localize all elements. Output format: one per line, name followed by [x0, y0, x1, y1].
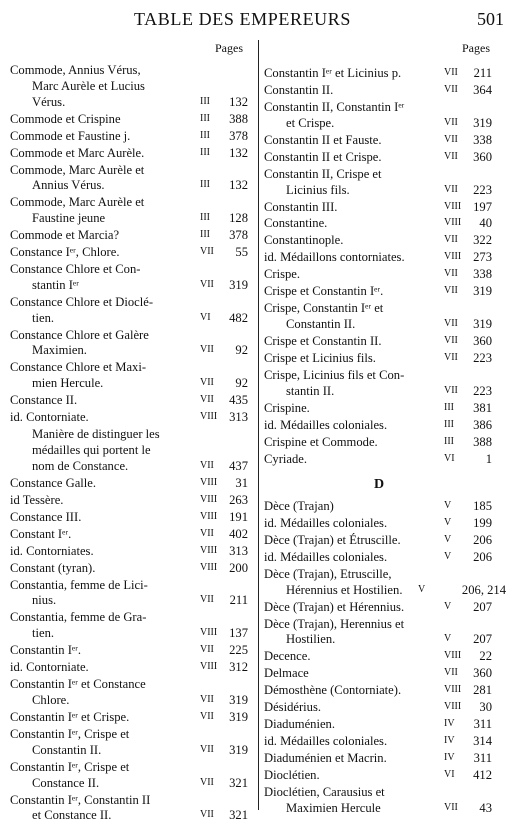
entry-volume: VII [444, 667, 458, 679]
entry-volume: VII [444, 67, 458, 78]
section-letter: D [374, 476, 385, 492]
entry-page: 31 [235, 475, 248, 490]
entry-line: Constantin II, Constantin Iᵉʳ [264, 99, 405, 114]
entry-page: 314 [473, 734, 492, 749]
index-entry [10, 427, 254, 474]
entry-page: 206 [473, 532, 492, 547]
entry-line: Hostilien. [286, 632, 336, 647]
left-entries [10, 63, 254, 825]
entry-page: 312 [229, 660, 248, 675]
entry-page: 211 [229, 593, 248, 608]
entry-line: Constantin Iᵉʳ et Crispe. [10, 709, 130, 724]
index-entry [264, 751, 508, 767]
entry-line: médailles qui portent le [32, 442, 151, 457]
index-entry [10, 610, 254, 642]
entry-line: Manière de distinguer les [32, 427, 160, 442]
entry-line: Crispe, Licinius fils et Con- [264, 368, 405, 383]
entry-page: 185 [473, 498, 492, 513]
entry-volume: VIII [200, 411, 218, 423]
entry-line: Constantin Iᵉʳ, Crispe et [10, 726, 130, 741]
entry-volume: VI [444, 452, 455, 464]
entry-line: Constantine. [264, 216, 328, 231]
entry-line: Constance Chlore et Maxi- [10, 360, 147, 375]
entry-volume: VIII [200, 561, 218, 573]
index-entry [10, 262, 254, 294]
entry-page: 55 [235, 245, 248, 260]
entry-line: Constantin Iᵉʳ et Licinius p. [264, 66, 402, 80]
index-entry [10, 677, 254, 709]
index-entry [264, 133, 508, 149]
entry-line: Decence. [264, 649, 311, 664]
column-divider [258, 40, 259, 810]
entry-line: Crispe et Constantin II. [264, 334, 382, 349]
right-entries [264, 66, 508, 818]
entry-line: id. Médailles coloniales. [264, 734, 388, 749]
entry-volume: VIII [444, 200, 462, 212]
entry-line: id. Médailles coloniales. [264, 417, 388, 432]
page-number: 501 [477, 9, 504, 29]
entry-line: tien. [32, 310, 55, 325]
entry-line: Marc Aurèle et Lucius [32, 78, 145, 93]
entry-line: Dèce (Trajan) [264, 498, 334, 513]
index-entry [264, 351, 508, 367]
entry-page: 132 [229, 178, 248, 193]
index-entry [10, 129, 254, 145]
entry-volume: IV [444, 735, 455, 747]
entry-volume: V [444, 516, 452, 528]
entry-line: Démosthène (Contorniate). [264, 683, 402, 698]
index-entry [264, 533, 508, 549]
entry-volume: VII [444, 335, 458, 347]
entry-volume: VI [444, 769, 455, 781]
index-entry [264, 600, 508, 616]
entry-page: 319 [229, 277, 248, 292]
entry-page: 263 [229, 492, 248, 507]
page-header [0, 9, 512, 31]
entry-volume: VIII [444, 251, 462, 263]
entry-page: 482 [229, 310, 248, 325]
entry-line: Constantinople. [264, 233, 344, 248]
index-entry [264, 150, 508, 166]
entry-volume: VII [444, 183, 458, 195]
entry-volume: VIII [444, 684, 462, 696]
entry-line: Constantin II et Fauste. [264, 132, 382, 147]
entry-page: 281 [473, 683, 492, 698]
entry-page: 360 [473, 334, 492, 349]
entry-page: 211 [473, 66, 492, 80]
index-entry [264, 368, 508, 400]
entry-volume: VII [200, 743, 214, 755]
entry-volume: VII [200, 594, 214, 606]
entry-line: Dèce (Trajan) et Hérennius. [264, 599, 405, 614]
entry-volume: III [200, 146, 210, 158]
entry-volume: VII [200, 459, 214, 471]
entry-page: 338 [473, 267, 492, 282]
entry-page: 199 [473, 515, 492, 530]
entry-line: Constant (tyran). [10, 560, 96, 575]
entry-volume: VII [444, 83, 458, 95]
entries-d [264, 499, 508, 817]
index-entry [10, 295, 254, 327]
entry-line: et Crispe. [286, 115, 335, 130]
entry-volume: V [444, 499, 452, 511]
entry-volume: VIII [444, 701, 462, 713]
entry-page: 200 [229, 560, 248, 575]
entry-line: Constance Galle. [10, 475, 97, 490]
entry-line: Constantin II. [32, 742, 102, 757]
entry-line: Diaduménien. [264, 717, 335, 732]
entry-page: 313 [229, 543, 248, 558]
index-entry [10, 760, 254, 792]
index-entry [264, 768, 508, 784]
index-entry [10, 544, 254, 560]
entry-volume: III [444, 435, 454, 447]
entry-line: Constance Iᵉʳ, Chlore. [10, 245, 120, 260]
index-entry [10, 643, 254, 659]
entry-line: Désidérius. [264, 700, 322, 715]
entry-line: Diaduménien et Macrin. [264, 751, 387, 766]
index-entry [264, 216, 508, 232]
entry-page: 360 [473, 149, 492, 164]
entries-c [264, 66, 508, 468]
entry-page: 30 [479, 700, 492, 715]
entry-line: Constantin II et Crispe. [264, 149, 382, 164]
index-entry [10, 476, 254, 492]
entry-line: Dioclétien, Carausius et [264, 785, 385, 800]
entry-volume: IV [444, 752, 455, 764]
entry-volume: VII [200, 809, 214, 821]
entry-volume: VIII [200, 661, 218, 673]
entry-line: id Tessère. [10, 492, 64, 507]
entry-volume: VII [200, 527, 214, 539]
entry-line: Hérennius et Hostilien. [286, 582, 403, 597]
entry-page: 338 [473, 132, 492, 147]
entry-volume: VII [444, 384, 458, 396]
index-entry [264, 666, 508, 682]
entry-page: 207 [473, 599, 492, 614]
index-entry [264, 301, 508, 333]
entry-line: Constance Chlore et Con- [10, 262, 141, 277]
index-entry [10, 146, 254, 162]
entry-line: Maximien Hercule [286, 801, 381, 816]
entry-line: Constantia, femme de Gra- [10, 610, 147, 625]
entry-volume: III [200, 112, 210, 124]
index-entry [264, 567, 508, 599]
entry-line: Constance II. [32, 775, 100, 790]
entry-page: 223 [473, 383, 492, 398]
entry-line: stantin II. [286, 383, 335, 398]
entry-volume: VII [200, 693, 214, 705]
entry-page: 43 [479, 801, 492, 816]
entry-page: 378 [229, 128, 248, 143]
entry-line: Constantin Iᵉʳ, Constantin II [10, 792, 151, 807]
entry-page: 378 [229, 228, 248, 243]
entry-page: 321 [229, 775, 248, 790]
entry-page: 319 [229, 742, 248, 757]
entry-line: Crispe, Constantin Iᵉʳ et [264, 301, 384, 316]
entry-line: Commode et Crispine [10, 111, 121, 126]
entry-page: 388 [473, 434, 492, 449]
entry-volume: III [200, 212, 210, 224]
index-entry [264, 334, 508, 350]
index-entry [264, 284, 508, 300]
entry-page: 319 [229, 709, 248, 724]
entry-page: 197 [473, 199, 492, 214]
entry-page: 206 [473, 549, 492, 564]
index-entry [10, 228, 254, 244]
section-heading-d [264, 469, 508, 499]
entry-page: 381 [473, 400, 492, 415]
index-entry [10, 195, 254, 227]
entry-page: 92 [235, 376, 248, 391]
entry-volume: III [200, 229, 210, 241]
entry-volume: VII [200, 394, 214, 406]
index-entry [10, 660, 254, 676]
entry-line: Commode et Marcia? [10, 228, 120, 243]
entry-line: id. Contorniate. [10, 660, 89, 675]
index-entry [264, 233, 508, 249]
entry-volume: VII [444, 133, 458, 145]
entry-page: 319 [229, 692, 248, 707]
index-entry [264, 683, 508, 699]
index-entry [264, 734, 508, 750]
entry-line: Dèce (Trajan), Herennius et [264, 616, 405, 631]
entry-line: Constantin Iᵉʳ et Constance [10, 677, 146, 692]
index-entry [264, 167, 508, 199]
entry-volume: VII [200, 344, 214, 356]
index-entry [10, 163, 254, 195]
entry-volume: III [200, 129, 210, 141]
entry-line: Constantin Iᵉʳ, Crispe et [10, 759, 130, 774]
entry-page: 319 [473, 284, 492, 299]
entry-line: id. Contorniate. [10, 410, 89, 425]
index-entry [10, 63, 254, 110]
entry-line: Faustine jeune [32, 211, 106, 226]
entry-page: 132 [229, 145, 248, 160]
entry-volume: VI [200, 311, 211, 323]
entry-page: 321 [229, 808, 248, 823]
index-entry [264, 550, 508, 566]
entry-volume: VII [444, 352, 458, 364]
index-entry [10, 727, 254, 759]
entry-volume: III [444, 418, 454, 430]
page-title: TABLE DES EMPEREURS [134, 9, 351, 29]
entry-line: Constantin Iᵉʳ. [10, 643, 82, 658]
entry-page: 137 [229, 626, 248, 641]
index-entry [264, 83, 508, 99]
index-entry [264, 66, 508, 82]
entry-page: 223 [473, 351, 492, 366]
entry-line: tien. [32, 626, 55, 641]
index-entry [264, 250, 508, 266]
entry-page: 412 [473, 768, 492, 783]
entry-volume: III [200, 95, 210, 107]
entry-line: Vérus. [32, 94, 66, 109]
entry-line: Crispe. [264, 267, 301, 282]
entry-line: Constance III. [10, 509, 82, 524]
entry-line: stantin Iᵉʳ [32, 277, 79, 292]
index-entry [10, 493, 254, 509]
entry-line: Crispine et Commode. [264, 434, 378, 449]
entry-page: 191 [229, 509, 248, 524]
entry-page: 22 [479, 649, 492, 664]
index-entry [264, 418, 508, 434]
entry-line: Constant Iᵉʳ. [10, 526, 72, 541]
index-entry [10, 710, 254, 726]
entry-line: Chlore. [32, 692, 70, 707]
entry-line: mien Hercule. [32, 376, 104, 391]
index-entry [10, 393, 254, 409]
entry-line: Dèce (Trajan), Etruscille, [264, 566, 392, 581]
entry-page: 40 [479, 216, 492, 231]
index-entry [264, 452, 508, 468]
entry-page: 322 [473, 233, 492, 248]
index-entry [10, 328, 254, 360]
entry-line: Delmace [264, 666, 309, 681]
index-entry [10, 793, 254, 825]
entry-line: Constantia, femme de Lici- [10, 577, 148, 592]
index-entry [10, 112, 254, 128]
entry-page: 132 [229, 94, 248, 109]
entry-volume: VIII [444, 217, 462, 229]
entry-line: Licinius fils. [286, 182, 350, 197]
index-entry [10, 527, 254, 543]
entry-page: 225 [229, 643, 248, 658]
entry-page: 313 [229, 410, 248, 425]
index-entry [264, 617, 508, 649]
entry-page: 273 [473, 250, 492, 265]
entry-page: 128 [229, 211, 248, 226]
entry-page: 388 [229, 111, 248, 126]
entry-page: 360 [473, 666, 492, 681]
entry-line: nius. [32, 593, 57, 608]
entry-line: Maximien. [32, 343, 87, 358]
entry-volume: VII [444, 268, 458, 280]
entry-line: nom de Constance. [32, 458, 129, 473]
entry-page: 435 [229, 393, 248, 408]
entry-line: Commode et Faustine j. [10, 128, 131, 143]
entry-volume: VII [444, 116, 458, 128]
entry-volume: V [444, 600, 452, 612]
entry-volume: III [444, 401, 454, 413]
index-entry [264, 717, 508, 733]
index-entry [264, 100, 508, 132]
entry-volume: VII [200, 377, 214, 389]
entry-volume: VII [444, 150, 458, 162]
entry-volume: VIII [200, 627, 218, 639]
index-entry [264, 649, 508, 665]
entry-volume: V [444, 550, 452, 562]
index-entry [264, 499, 508, 515]
entry-line: Crispine. [264, 400, 310, 415]
entry-line: Constance Chlore et Dioclé- [10, 294, 154, 309]
entry-line: Constance Chlore et Galère [10, 327, 149, 342]
entry-line: id. Médailles coloniales. [264, 549, 388, 564]
index-entry [10, 410, 254, 426]
index-entry [264, 200, 508, 216]
entry-volume: VIII [200, 476, 218, 488]
entry-page: 386 [473, 417, 492, 432]
entry-volume: VII [200, 246, 214, 258]
index-entry [10, 510, 254, 526]
entry-volume: V [444, 533, 452, 545]
entry-page: 311 [473, 751, 492, 766]
entry-line: Constantin II, Crispe et [264, 166, 382, 181]
entry-page: 402 [229, 526, 248, 541]
entry-page: 437 [229, 458, 248, 473]
entry-line: Commode, Marc Aurèle et [10, 195, 145, 210]
index-entry [264, 435, 508, 451]
entry-line: Crispe et Constantin Iᵉʳ. [264, 284, 384, 299]
entry-volume: VII [200, 278, 214, 290]
index-entry [264, 785, 508, 817]
pages-label: Pages [215, 41, 243, 55]
entry-line: Commode, Annius Vérus, [10, 63, 141, 77]
entry-volume: VIII [444, 650, 462, 662]
entry-line: Crispe et Licinius fils. [264, 351, 376, 366]
index-entry [264, 516, 508, 532]
index-entry [264, 267, 508, 283]
index-entry [10, 360, 254, 392]
entry-line: Constantin II. [264, 82, 334, 97]
entry-page: 319 [473, 317, 492, 332]
entry-page: 364 [473, 82, 492, 97]
entry-page: 92 [235, 343, 248, 358]
entry-volume: VII [444, 318, 458, 330]
entry-volume: VIII [200, 510, 218, 522]
entry-line: Cyriade. [264, 451, 308, 466]
entry-volume: VII [200, 644, 214, 656]
index-entry [10, 561, 254, 577]
entry-line: Constance II. [10, 393, 78, 408]
entry-line: id. Médailles coloniales. [264, 515, 388, 530]
entry-volume: VIII [200, 544, 218, 556]
entry-volume: VIII [200, 493, 218, 505]
entry-page: 319 [473, 115, 492, 130]
entry-volume: VII [200, 776, 214, 788]
entry-volume: VII [444, 802, 458, 814]
entry-line: Dèce (Trajan) et Étruscille. [264, 532, 401, 547]
entry-line: Dioclétien. [264, 768, 320, 783]
index-entry [10, 578, 254, 610]
entry-volume: VII [200, 710, 214, 722]
entry-line: id. Médaillons contorniates. [264, 250, 405, 265]
entry-line: Annius Vérus. [32, 178, 105, 193]
entry-line: id. Contorniates. [10, 543, 94, 558]
index-entry [264, 700, 508, 716]
entry-volume: VII [444, 285, 458, 297]
entry-page: 311 [473, 717, 492, 732]
entry-line: Commode, Marc Aurèle et [10, 162, 145, 177]
entry-volume: III [200, 179, 210, 191]
entry-page: 206, 214 [461, 582, 506, 597]
entry-line: Commode et Marc Aurèle. [10, 145, 145, 160]
entry-volume: VII [444, 234, 458, 246]
entry-volume: IV [444, 718, 455, 730]
entry-line: Constantin II. [286, 317, 356, 332]
index-entry [10, 245, 254, 261]
pages-label: Pages [462, 41, 490, 55]
entry-page: 207 [473, 632, 492, 647]
entry-page: 223 [473, 182, 492, 197]
entry-volume: V [444, 633, 452, 645]
index-entry [264, 401, 508, 417]
entry-line: Constantin III. [264, 199, 338, 214]
entry-page: 1 [485, 451, 492, 466]
entry-volume: V [418, 583, 426, 595]
entry-line: et Constance II. [32, 808, 112, 823]
